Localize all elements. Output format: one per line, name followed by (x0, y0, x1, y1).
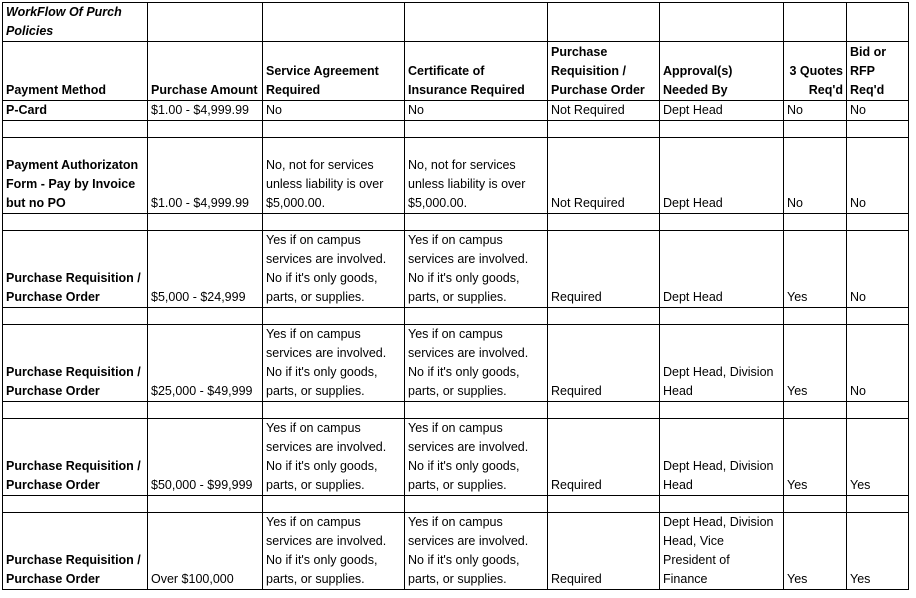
cell-approvals: Dept Head, Division Head (660, 419, 784, 496)
cell-approvals: Dept Head, Division Head (660, 325, 784, 402)
header-service-agreement: Service Agreement Required (263, 42, 405, 101)
cell-purchase-requisition: Required (548, 325, 660, 402)
table-row (3, 513, 909, 590)
cell-purchase-amount: Over $100,000 (148, 513, 263, 590)
cell-certificate-insurance: Yes if on campus services are involved. No if it's only goods, parts, or supplies. (405, 231, 548, 308)
cell-bid-rfp: No (847, 325, 909, 402)
cell-approvals: Dept Head (660, 138, 784, 214)
cell-certificate-insurance: Yes if on campus services are involved. No if it's only goods, parts, or supplies. (405, 325, 548, 402)
table-row (3, 419, 909, 496)
table-row (3, 231, 909, 308)
cell-certificate-insurance: Yes if on campus services are involved. No if it's only goods, parts, or supplies. (405, 419, 548, 496)
cell-service-agreement: No (263, 101, 405, 121)
cell-purchase-requisition: Required (548, 513, 660, 590)
cell-service-agreement: Yes if on campus services are involved. No if it's only goods, parts, or supplies. (263, 231, 405, 308)
cell-purchase-requisition: Required (548, 231, 660, 308)
cell-certificate-insurance: No (405, 101, 548, 121)
header-purchase-amount: Purchase Amount (148, 42, 263, 101)
header-payment-method: Payment Method (3, 42, 148, 101)
cell-bid-rfp: Yes (847, 513, 909, 590)
header-three-quotes: 3 Quotes Req'd (784, 42, 847, 101)
cell-service-agreement: No, not for services unless liability is over $5,000.00. (263, 138, 405, 214)
table-row (3, 101, 909, 121)
spacer-row (3, 214, 909, 231)
cell-purchase-amount: $5,000 - $24,999 (148, 231, 263, 308)
spacer-row (3, 308, 909, 325)
header-certificate-insurance: Certificate of Insurance Required (405, 42, 548, 101)
cell-purchase-requisition: Not Required (548, 101, 660, 121)
cell-approvals: Dept Head (660, 231, 784, 308)
cell-payment-method: Purchase Requisition / Purchase Order (3, 419, 148, 496)
header-row (3, 42, 909, 101)
cell-three-quotes: Yes (784, 325, 847, 402)
cell-three-quotes: Yes (784, 419, 847, 496)
cell-three-quotes: Yes (784, 231, 847, 308)
header-bid-rfp: Bid or RFP Req'd (847, 42, 909, 101)
title-row (3, 3, 909, 42)
cell-service-agreement: Yes if on campus services are involved. No if it's only goods, parts, or supplies. (263, 513, 405, 590)
cell-purchase-amount: $1.00 - $4,999.99 (148, 138, 263, 214)
cell-purchase-requisition: Not Required (548, 138, 660, 214)
cell-payment-method: P-Card (3, 101, 148, 121)
table-row (3, 325, 909, 402)
cell-service-agreement: Yes if on campus services are involved. No if it's only goods, parts, or supplies. (263, 325, 405, 402)
cell-purchase-amount: $25,000 - $49,999 (148, 325, 263, 402)
spacer-row (3, 496, 909, 513)
cell-bid-rfp: No (847, 231, 909, 308)
header-approvals: Approval(s) Needed By (660, 42, 784, 101)
cell-payment-method: Purchase Requisition / Purchase Order (3, 513, 148, 590)
cell-bid-rfp: No (847, 101, 909, 121)
cell-certificate-insurance: Yes if on campus services are involved. No if it's only goods, parts, or supplies. (405, 513, 548, 590)
sheet-title: WorkFlow Of Purch Policies (3, 3, 148, 42)
cell-payment-method: Purchase Requisition / Purchase Order (3, 231, 148, 308)
header-purchase-requisition: Purchase Requisition / Purchase Order (548, 42, 660, 101)
cell-purchase-amount: $50,000 - $99,999 (148, 419, 263, 496)
cell-purchase-requisition: Required (548, 419, 660, 496)
cell-purchase-amount: $1.00 - $4,999.99 (148, 101, 263, 121)
cell-payment-method: Payment Authorizaton Form - Pay by Invoice but no PO (3, 138, 148, 214)
cell-approvals: Dept Head, Division Head, Vice President of Finance (660, 513, 784, 590)
purchasing-policy-table (2, 2, 909, 590)
cell-payment-method: Purchase Requisition / Purchase Order (3, 325, 148, 402)
cell-bid-rfp: No (847, 138, 909, 214)
cell-bid-rfp: Yes (847, 419, 909, 496)
cell-service-agreement: Yes if on campus services are involved. No if it's only goods, parts, or supplies. (263, 419, 405, 496)
cell-three-quotes: Yes (784, 513, 847, 590)
cell-three-quotes: No (784, 138, 847, 214)
cell-certificate-insurance: No, not for services unless liability is over $5,000.00. (405, 138, 548, 214)
cell-three-quotes: No (784, 101, 847, 121)
spacer-row (3, 402, 909, 419)
spacer-row (3, 121, 909, 138)
cell-approvals: Dept Head (660, 101, 784, 121)
table-row (3, 138, 909, 214)
